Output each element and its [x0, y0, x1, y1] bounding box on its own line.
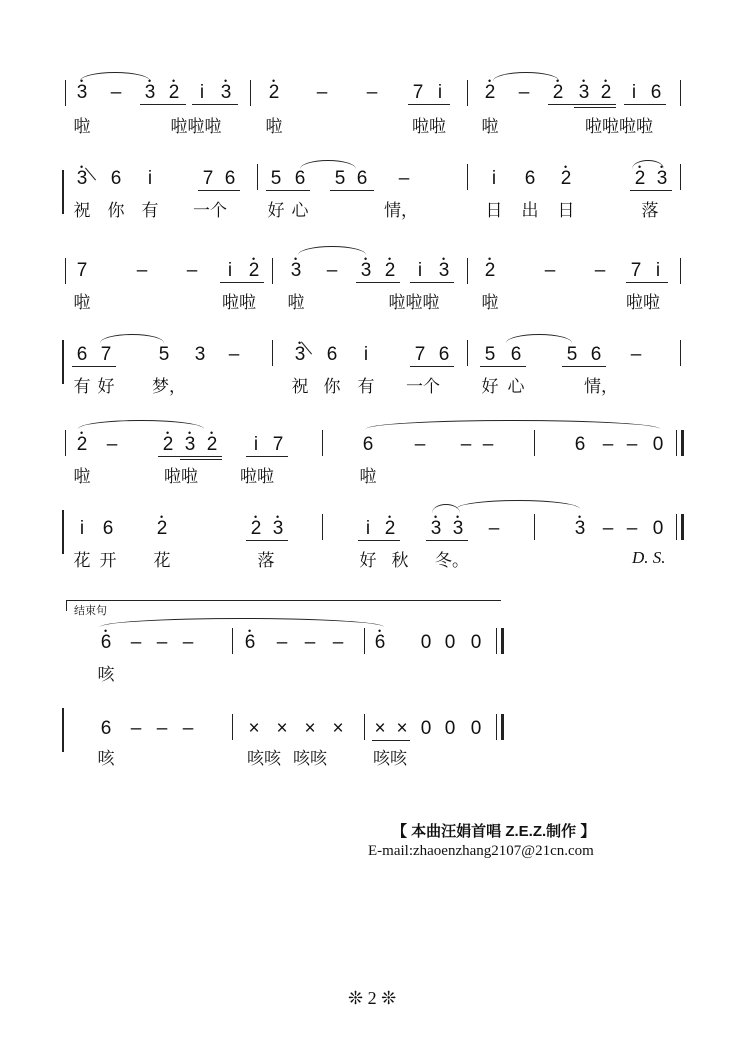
lyric: 啦 — [359, 467, 377, 486]
ending-label: 结束句 — [74, 605, 107, 617]
lyric: 你 — [107, 201, 125, 220]
note: 6 — [362, 434, 374, 455]
note: 6 — [294, 168, 306, 189]
note: 0 — [420, 718, 432, 739]
note: – — [482, 434, 494, 455]
note: 6 — [110, 168, 122, 189]
note: i — [363, 344, 369, 365]
lyric: 咳 — [97, 749, 115, 768]
ending-section — [0, 596, 744, 776]
final-barline — [676, 514, 684, 540]
note: • 3 — [268, 518, 288, 540]
underline — [562, 366, 606, 367]
note: × — [374, 718, 386, 739]
lyric: 啦 — [73, 467, 91, 486]
barline — [467, 80, 468, 106]
underline — [330, 190, 374, 191]
note: 6 — [102, 518, 114, 539]
note: – — [488, 518, 500, 539]
note: • 6 — [240, 632, 260, 654]
note: • 2 — [380, 260, 400, 282]
page-number: ❊ 2 ❊ — [348, 988, 397, 1008]
note: • 3 — [180, 434, 200, 456]
barline — [250, 80, 251, 106]
note: 6 — [510, 344, 522, 365]
underline — [630, 190, 672, 191]
note: – — [110, 82, 122, 103]
note: • 3 — [290, 344, 310, 366]
barline — [322, 514, 323, 540]
note: • 2 — [380, 518, 400, 540]
lyric: 落 — [641, 201, 659, 220]
system-1 — [0, 60, 744, 220]
lyric: 啦啦 — [164, 467, 198, 486]
underline — [72, 366, 116, 367]
final-barline — [496, 714, 504, 740]
barline — [680, 80, 681, 106]
note: – — [304, 632, 316, 653]
underline — [626, 282, 668, 283]
note: • 3 — [72, 82, 92, 104]
lyric: 啦 — [73, 293, 91, 312]
lyric: 一个 — [193, 201, 227, 220]
note: • 3 — [570, 518, 590, 540]
lyric: 日 — [557, 201, 575, 220]
note: • 2 — [480, 260, 500, 282]
note: × — [332, 718, 344, 739]
barline — [467, 258, 468, 284]
note: 6 — [650, 82, 662, 103]
lyric: 啦 — [481, 293, 499, 312]
note: 5 — [158, 344, 170, 365]
note: • 3 — [574, 82, 594, 104]
underline — [266, 190, 310, 191]
lyric: 心 — [507, 377, 525, 396]
slur — [100, 334, 164, 343]
note: – — [106, 434, 118, 455]
barline — [65, 430, 66, 456]
note: • 3 — [72, 168, 92, 190]
barline — [680, 340, 681, 366]
underline — [372, 740, 410, 741]
underline — [356, 282, 400, 283]
note: 6 — [224, 168, 236, 189]
lyric: 情， — [584, 377, 618, 396]
note: • 3 — [286, 260, 306, 282]
lyric: 开 — [99, 551, 117, 570]
lyric: 祝 — [291, 377, 309, 396]
lyric: 啦啦啦 — [170, 117, 222, 136]
note: • 3 — [426, 518, 446, 540]
underline — [220, 282, 264, 283]
note: – — [186, 260, 198, 281]
note: • 2 — [72, 434, 92, 456]
slur — [456, 500, 580, 509]
note: 6 — [100, 718, 112, 739]
email-line: E-mail:zhaoenzhang2107@21cn.com — [368, 843, 594, 859]
underline — [480, 366, 526, 367]
note: i — [655, 260, 661, 281]
note: 0 — [444, 718, 456, 739]
credit-line: 【 本曲汪娟首唱 Z.E.Z.制作 】 — [392, 823, 596, 840]
note: – — [602, 434, 614, 455]
note: – — [626, 434, 638, 455]
barline — [232, 714, 233, 740]
lyric: 冬。 — [435, 551, 469, 570]
lyric: 啦 — [265, 117, 283, 136]
note: • 3 — [216, 82, 236, 104]
barline — [65, 80, 66, 106]
note: • 3 — [434, 260, 454, 282]
note: – — [156, 718, 168, 739]
note: 6 — [438, 344, 450, 365]
slur — [493, 72, 559, 81]
note: 7 — [272, 434, 284, 455]
slur — [80, 72, 150, 81]
slur — [100, 618, 384, 627]
underline — [198, 190, 240, 191]
slur — [366, 420, 660, 429]
note: – — [316, 82, 328, 103]
note: • 3 — [356, 260, 376, 282]
note: – — [332, 632, 344, 653]
lyric: 咳咳 — [373, 749, 407, 768]
lyric: 祝 — [73, 201, 91, 220]
lyric: 好 — [97, 377, 115, 396]
note: 5 — [270, 168, 282, 189]
note: 5 — [484, 344, 496, 365]
note: • 2 — [152, 518, 172, 540]
note: • 3 — [448, 518, 468, 540]
note: i — [147, 168, 153, 189]
barline — [322, 430, 323, 456]
barline — [467, 340, 468, 366]
underline — [410, 366, 454, 367]
note: – — [130, 632, 142, 653]
underline — [426, 540, 468, 541]
lyric: 啦 — [481, 117, 499, 136]
note: – — [156, 632, 168, 653]
final-barline — [496, 628, 504, 654]
lyric: 咳 — [97, 665, 115, 684]
slur — [506, 334, 572, 343]
note: 7 — [414, 344, 426, 365]
lyric: 啦啦啦 — [388, 293, 440, 312]
barline — [680, 164, 681, 190]
underline — [548, 104, 616, 105]
note: × — [248, 718, 260, 739]
slur — [298, 246, 366, 255]
note: – — [182, 632, 194, 653]
note: • 3 — [652, 168, 672, 190]
note: – — [326, 260, 338, 281]
note: 7 — [100, 344, 112, 365]
lyric: 啦啦 — [222, 293, 256, 312]
lyric: 啦啦 — [412, 117, 446, 136]
note: • 3 — [140, 82, 160, 104]
lyric: 梦， — [152, 377, 186, 396]
note: 7 — [76, 260, 88, 281]
lyric: 咳咳 — [293, 749, 327, 768]
lyric: 好 — [481, 377, 499, 396]
underline — [574, 107, 616, 108]
note: – — [182, 718, 194, 739]
note: – — [602, 518, 614, 539]
note: i — [417, 260, 423, 281]
note: • 6 — [96, 632, 116, 654]
note: 5 — [334, 168, 346, 189]
lyric: 有 — [357, 377, 375, 396]
system-3 — [0, 410, 744, 580]
note: – — [460, 434, 472, 455]
note: • 2 — [246, 518, 266, 540]
note: • 2 — [164, 82, 184, 104]
note: – — [398, 168, 410, 189]
lyric: 出 — [521, 201, 539, 220]
lyric: 啦 — [287, 293, 305, 312]
note: 0 — [470, 632, 482, 653]
note: 6 — [524, 168, 536, 189]
note: i — [79, 518, 85, 539]
note: × — [396, 718, 408, 739]
note: • 2 — [480, 82, 500, 104]
lyric: 一个 — [406, 377, 440, 396]
underline — [180, 459, 222, 460]
lyric: 落 — [257, 551, 275, 570]
lyric: 啦 — [73, 117, 91, 136]
note: – — [276, 632, 288, 653]
note: i — [437, 82, 443, 103]
underline — [192, 104, 238, 105]
underline — [140, 104, 186, 105]
note: • 2 — [244, 260, 264, 282]
final-barline — [676, 430, 684, 456]
note: • 6 — [370, 632, 390, 654]
system-2 — [0, 240, 744, 400]
note: 3 — [194, 344, 206, 365]
note: 0 — [652, 518, 664, 539]
lyric: 你 — [323, 377, 341, 396]
note: i — [199, 82, 205, 103]
note: i — [365, 518, 371, 539]
note: × — [276, 718, 288, 739]
note: – — [414, 434, 426, 455]
barline — [272, 340, 273, 366]
note: • 2 — [202, 434, 222, 456]
note: – — [594, 260, 606, 281]
lyric: 咳咳 — [247, 749, 281, 768]
underline — [624, 104, 666, 105]
barline — [534, 514, 535, 540]
underline — [246, 540, 288, 541]
system-bracket — [62, 708, 74, 752]
note: – — [544, 260, 556, 281]
lyric: 啦啦 — [240, 467, 274, 486]
note: × — [304, 718, 316, 739]
barline — [272, 258, 273, 284]
dal-segno-mark: D. S. — [632, 548, 666, 567]
underline — [358, 540, 400, 541]
note: 6 — [76, 344, 88, 365]
lyric: 啦啦啦啦 — [585, 117, 653, 136]
barline — [467, 164, 468, 190]
slur — [78, 420, 204, 429]
underline — [408, 104, 450, 105]
note: i — [491, 168, 497, 189]
note: i — [253, 434, 259, 455]
lyric: 好 — [359, 551, 377, 570]
note: • 2 — [596, 82, 616, 104]
note: – — [136, 260, 148, 281]
lyric: 情， — [384, 201, 418, 220]
note: 0 — [652, 434, 664, 455]
lyric: 有 — [141, 201, 159, 220]
note: 0 — [470, 718, 482, 739]
note: 6 — [356, 168, 368, 189]
lyric: 花 — [73, 551, 91, 570]
barline — [364, 628, 365, 654]
note: – — [228, 344, 240, 365]
lyric: 啦啦 — [626, 293, 660, 312]
note: 6 — [326, 344, 338, 365]
note: – — [366, 82, 378, 103]
note: – — [130, 718, 142, 739]
lyric: 花 — [153, 551, 171, 570]
note: 6 — [590, 344, 602, 365]
barline — [65, 258, 66, 284]
underline — [158, 456, 222, 457]
barline — [232, 628, 233, 654]
note: i — [631, 82, 637, 103]
ending-bracket — [66, 600, 501, 611]
note: – — [626, 518, 638, 539]
note: 0 — [444, 632, 456, 653]
lyric: 秋 — [391, 551, 409, 570]
note: 0 — [420, 632, 432, 653]
note: 6 — [574, 434, 586, 455]
lyric: 日 — [485, 201, 503, 220]
note: 7 — [412, 82, 424, 103]
underline — [410, 282, 454, 283]
note: – — [630, 344, 642, 365]
note: • 2 — [548, 82, 568, 104]
barline — [257, 164, 258, 190]
note: 5 — [566, 344, 578, 365]
barline — [534, 430, 535, 456]
note: • 2 — [264, 82, 284, 104]
lyric: 有 — [73, 377, 91, 396]
note: 7 — [630, 260, 642, 281]
note: 7 — [202, 168, 214, 189]
lyric: 好 — [267, 201, 285, 220]
barline — [680, 258, 681, 284]
underline — [246, 456, 288, 457]
note: • 2 — [158, 434, 178, 456]
note: i — [227, 260, 233, 281]
note: • 2 — [556, 168, 576, 190]
lyric: 心 — [291, 201, 309, 220]
note: – — [518, 82, 530, 103]
note: • 2 — [630, 168, 650, 190]
barline — [364, 714, 365, 740]
